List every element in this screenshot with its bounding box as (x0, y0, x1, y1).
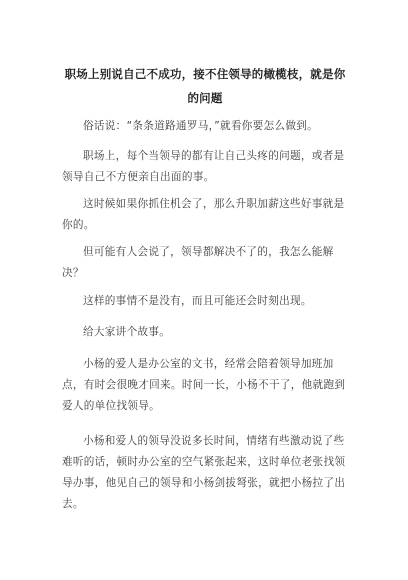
paragraph-5: 这样的事情不是没有，而且可能还会时刻出现。 (83, 295, 312, 307)
paragraph-6: 给大家讲个故事。 (83, 326, 171, 338)
paragraph-1: 俗话说：“条条道路通罗马，”就看你要怎么做到。 (83, 120, 319, 132)
paragraph-7: 小杨的爱人是办公室的文书，经常会陪着领导加班加点，有时会很晚才回来。时间一长，小杨不干了，他就跑到爱人的单位找领导。 (62, 358, 346, 412)
paragraph-8: 小杨和爱人的领导没说多长时间，情绪有些激动说了些难听的话，顿时办公室的空气紧张起来，这时单位老张找领导办事，他见自己的领导和小杨剑拔弩张，就把小杨拉了出去。 (62, 435, 346, 510)
paragraph-4: 但可能有人会说了，领导都解决不了的，我怎么能解决？ (62, 246, 334, 279)
paragraph-3: 这时候如果你抓住机会了，那么升职加薪这些好事就是你的。 (62, 198, 345, 231)
document-title: 职场上别说自己不成功，接不住领导的橄榄枝，就是你的问题 (64, 67, 346, 105)
paragraph-2: 职场上，每个当领导的都有让自己头疼的问题，或者是领导自己不方便亲自出面的事。 (62, 150, 345, 183)
